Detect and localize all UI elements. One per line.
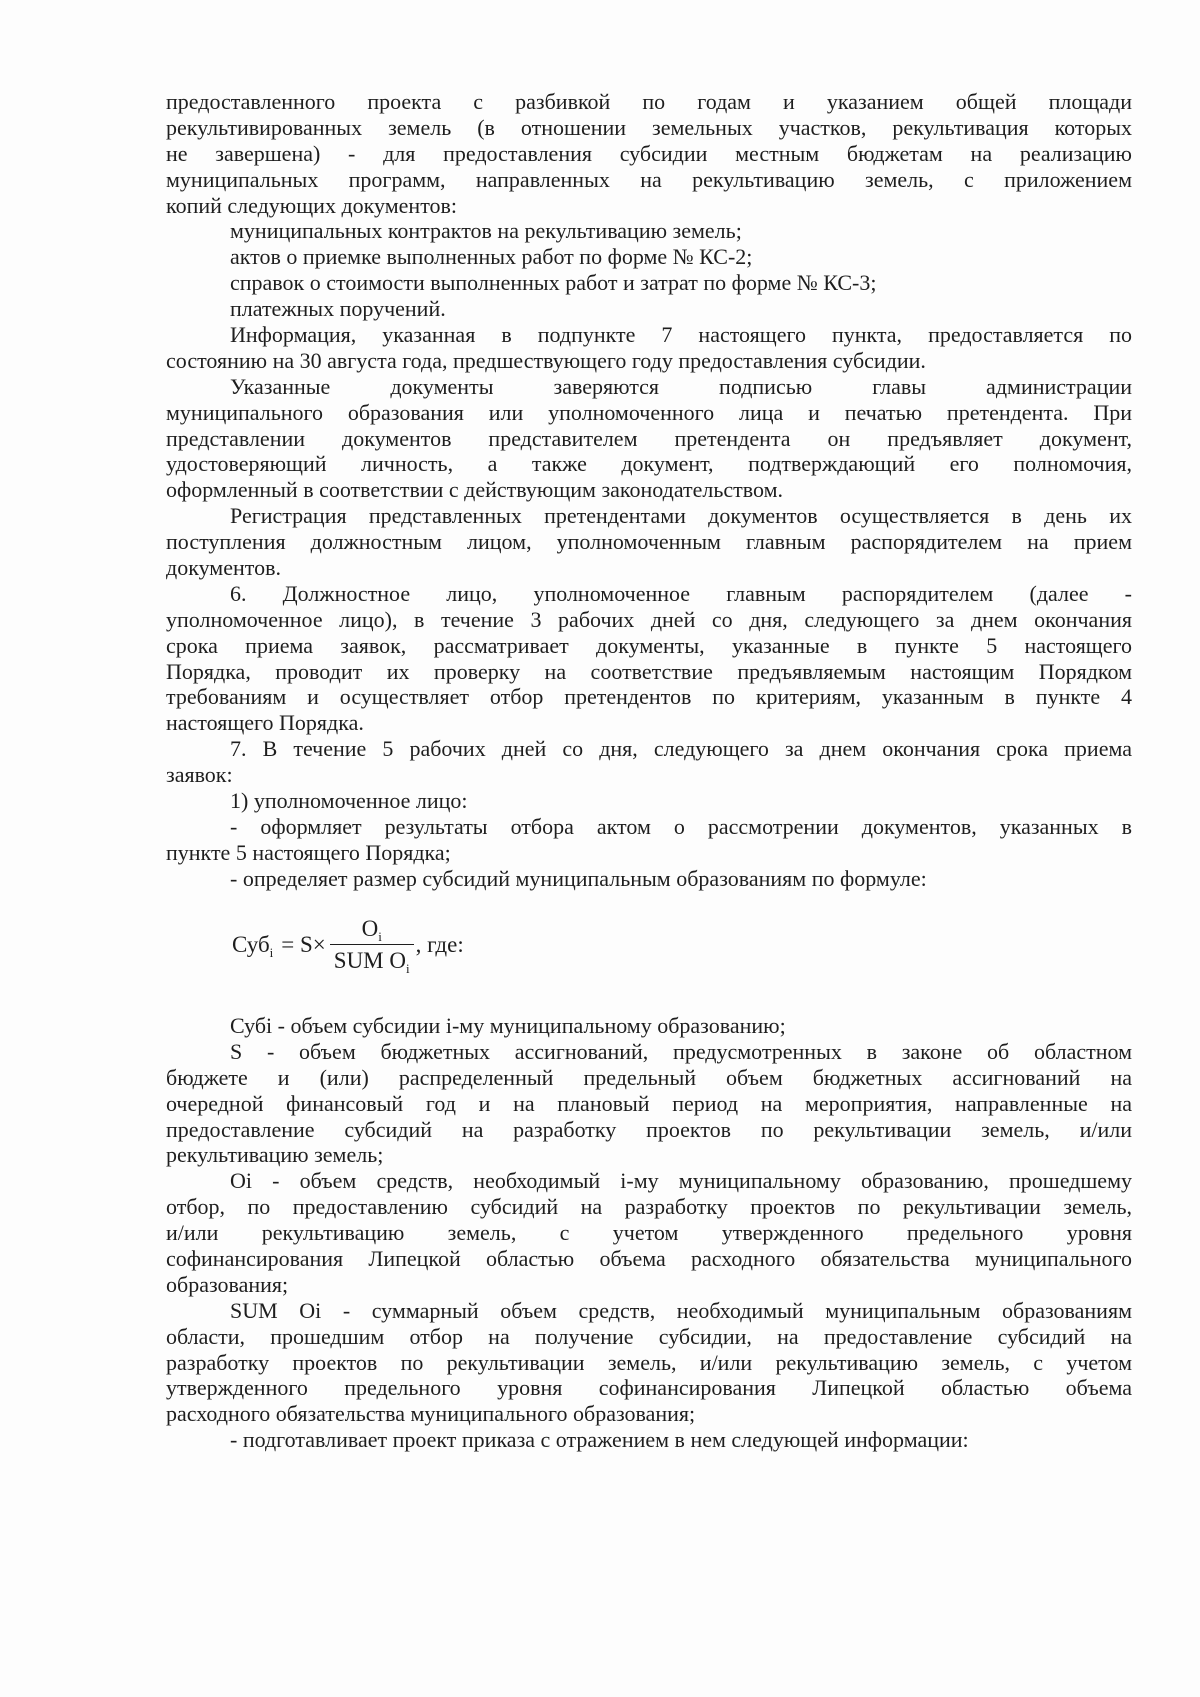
paragraph-order-draft <box>166 1427 1132 1453</box>
text-line: оформленный в соответствии с действующим законодательством. <box>166 477 784 503</box>
subsidy-formula <box>232 909 464 981</box>
formula-numerator-index: i <box>378 929 382 944</box>
paragraph-clause-7 <box>166 736 1132 788</box>
text-line: рекультивированных земель (в отношении земельных участков, рекультивация которых <box>166 114 1132 140</box>
text-line: удостоверяющий личность, а также документ, подтверждающий его полномочия, <box>166 451 1132 477</box>
text-line: муниципального образования или уполномоченного лица и печатью претендента. При <box>166 399 1132 425</box>
definition-sum-o-i <box>166 1298 1132 1427</box>
paragraph-clause-6 <box>166 581 1132 736</box>
formula-tail: , где: <box>415 932 464 957</box>
text-block-bottom <box>166 1013 1132 1453</box>
text-line: требованиям и осуществляет отбор претендентов по критериям, указанным в пункте 4 <box>166 684 1132 710</box>
text-line: S - объем бюджетных ассигнований, предусмотренных в законе об областном <box>230 1038 1132 1064</box>
text-line: состоянию на 30 августа года, предшествующего году предоставления субсидии. <box>166 347 926 373</box>
text-line: рекультивацию земель; <box>166 1142 384 1168</box>
text-line: области, прошедшим отбор на получение субсидии, на предоставление субсидий на <box>166 1323 1132 1349</box>
text-line: отбор, по предоставлению субсидий на разработку проектов по рекультивации земель, <box>166 1194 1132 1220</box>
text-line: бюджете и (или) распределенный предельный объем бюджетных ассигнований на <box>166 1064 1132 1090</box>
text-line: - оформляет результаты отбора актом о рассмотрении документов, указанных в <box>230 813 1132 839</box>
text-line: Регистрация представленных претендентами документов осуществляется в день их <box>230 503 1132 529</box>
text-line: муниципальных программ, направленных на рекультивацию земель, с приложением <box>166 166 1132 192</box>
formula-fraction <box>330 915 414 975</box>
text-line: 6. Должностное лицо, уполномоченное главным распорядителем (далее - <box>230 580 1132 606</box>
formula-operator: = S× <box>281 932 326 957</box>
formula-lhs-index: i <box>269 945 274 960</box>
text-line: Информация, указанная в подпункте 7 настоящего пункта, предоставляется по <box>230 322 1132 348</box>
text-line: актов о приемке выполненных работ по форме № КС-2; <box>230 244 753 270</box>
formula-denominator-index: i <box>406 961 410 976</box>
text-line: поступления должностным лицом, уполномоченным главным распорядителем на прием <box>166 529 1132 555</box>
text-line: Субi - объем субсидии i-му муниципальному образованию; <box>230 1013 786 1038</box>
definition-sub-i <box>166 1013 1132 1039</box>
text-line: пункте 5 настоящего Порядка; <box>166 839 451 865</box>
text-line: не завершена) - для предоставления субсидии местным бюджетам на реализацию <box>166 140 1132 166</box>
text-line: 7. В течение 5 рабочих дней со дня, следующего за днем окончания срока приема <box>230 736 1132 762</box>
paragraph-selection-results <box>166 814 1132 866</box>
list-item-cost-certificates <box>166 270 1132 296</box>
text-line: софинансирования Липецкой областью объема расходного обязательства муниципального <box>166 1246 1132 1272</box>
text-line: платежных поручений. <box>230 296 446 322</box>
list-item-payment-orders <box>166 296 1132 322</box>
text-line: утвержденного предельного уровня софинансирования Липецкой областью объема <box>166 1375 1132 1401</box>
list-item-municipal-contracts <box>166 218 1132 244</box>
text-line: предоставленного проекта с разбивкой по годам и указанием общей площади <box>166 89 1132 114</box>
text-line: разработку проектов по рекультивации земель, и/или рекультивацию земель, с учетом <box>166 1349 1132 1375</box>
text-line: срока приема заявок, рассматривает документы, указанные в пункте 5 настоящего <box>166 632 1132 658</box>
text-line: - определяет размер субсидий муниципальным образованиям по формуле: <box>230 865 927 891</box>
text-line: SUM Oi - суммарный объем средств, необходимый муниципальным образованиям <box>230 1297 1132 1323</box>
text-line: 1) уполномоченное лицо: <box>230 788 468 814</box>
text-line: копий следующих документов: <box>166 192 458 218</box>
paragraph-authorized-person <box>166 788 1132 814</box>
paragraph-project-continuation <box>166 89 1132 218</box>
formula-numerator <box>330 915 414 945</box>
text-line: образования; <box>166 1271 289 1297</box>
text-line: очередной финансовый год и на плановый период на мероприятия, направленные на <box>166 1090 1132 1116</box>
formula-lhs <box>232 931 273 959</box>
text-line: - подготавливает проект приказа с отражением в нем следующей информации: <box>230 1427 969 1453</box>
text-line: Oi - объем средств, необходимый i-му муниципальному образованию, прошедшему <box>230 1168 1132 1194</box>
definition-s <box>166 1039 1132 1168</box>
text-line: документов. <box>166 555 281 581</box>
text-line: настоящего Порядка. <box>166 710 364 736</box>
formula-denominator <box>330 945 414 975</box>
text-line: Указанные документы заверяются подписью главы администрации <box>230 373 1132 399</box>
text-line: уполномоченное лицо), в течение 3 рабочих дней со дня, следующего за днем окончания <box>166 606 1132 632</box>
formula-numerator-symbol: O <box>361 916 379 941</box>
paragraph-subsidy-size <box>166 866 1132 892</box>
text-block-top <box>166 89 1132 892</box>
text-line: и/или рекультивацию земель, с учетом утвержденного предельного уровня <box>166 1220 1132 1246</box>
text-line: заявок: <box>166 762 233 788</box>
text-line: представлении документов представителем претендента он предъявляет документ, <box>166 425 1132 451</box>
text-line: расходного обязательства муниципального образования; <box>166 1401 696 1427</box>
text-line: предоставление субсидий на разработку проектов по рекультивации земель, и/или <box>166 1116 1132 1142</box>
list-item-acceptance-acts <box>166 244 1132 270</box>
definition-o-i <box>166 1168 1132 1297</box>
paragraph-document-certification <box>166 374 1132 503</box>
paragraph-information-date <box>166 322 1132 374</box>
text-line: справок о стоимости выполненных работ и затрат по форме № КС-3; <box>230 270 877 296</box>
text-line: муниципальных контрактов на рекультивацию земель; <box>230 218 742 244</box>
formula-denominator-symbol: SUM O <box>333 948 406 973</box>
text-line: Порядка, проводит их проверку на соответствие предъявляемым настоящим Порядком <box>166 658 1132 684</box>
formula-lhs-symbol: Суб <box>232 932 270 957</box>
paragraph-document-registration <box>166 503 1132 581</box>
